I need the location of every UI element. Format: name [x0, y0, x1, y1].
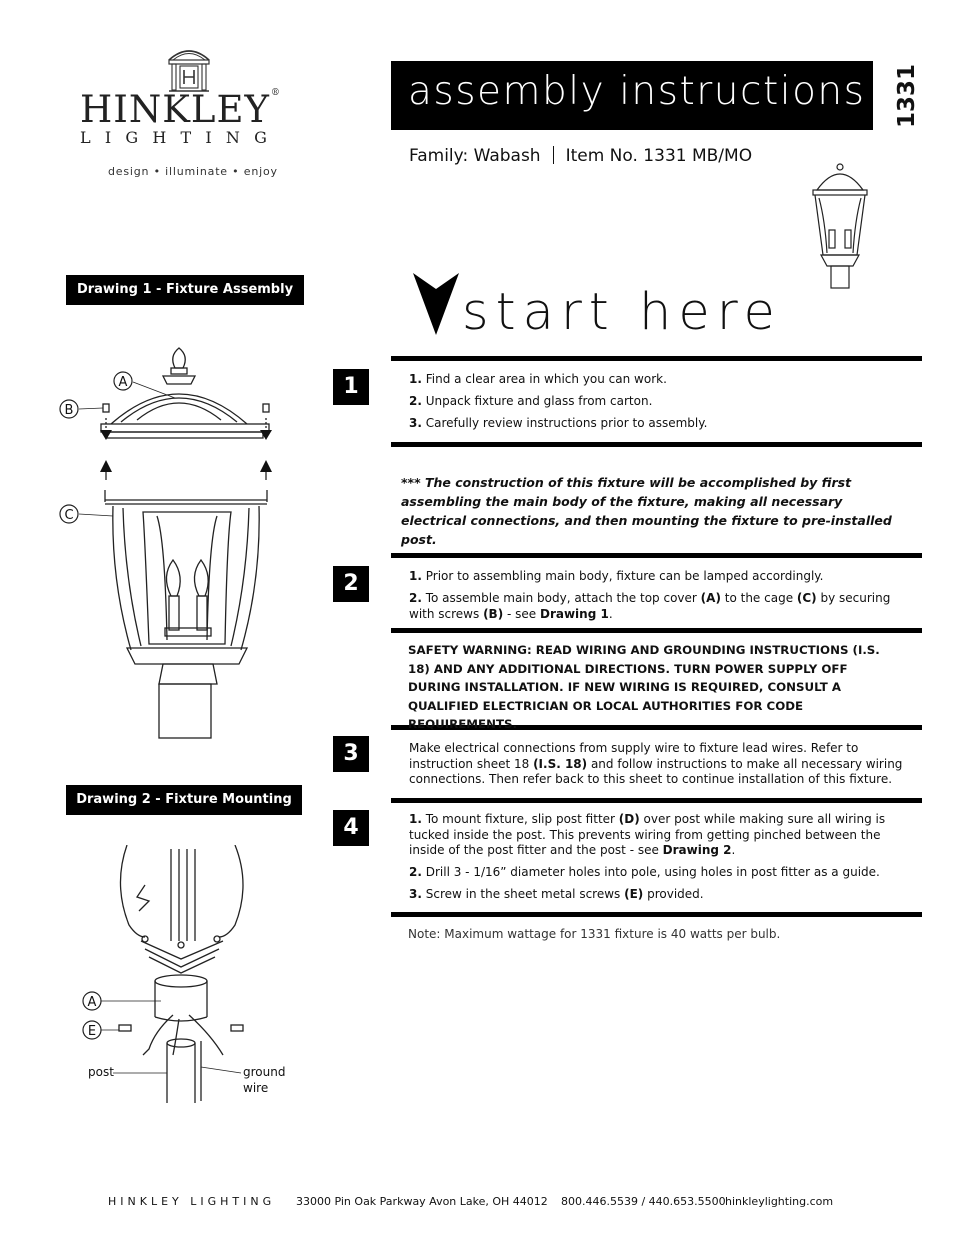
step-2-list — [409, 569, 914, 622]
divider-rule — [391, 442, 922, 447]
step-4-item: 2. Drill 3 - 1/16” diameter holes into pole, using holes in post fitter as a guide. — [409, 865, 880, 879]
item-label: Item No. 1331 MB/MO — [565, 146, 753, 166]
item-number-vertical — [880, 62, 942, 132]
step-1-badge: 1 — [333, 369, 369, 405]
step-2-badge: 2 — [333, 566, 369, 602]
step-3-badge: 3 — [333, 736, 369, 772]
hinkley-logo-mark — [163, 44, 215, 94]
ground-wire-label: ground wire — [243, 1065, 286, 1095]
step-2-item: 2. To assemble main body, attach the top cover (A) to the cage (C) by securing with screws (B) - see Drawing 1. — [409, 591, 891, 621]
brand-tagline: design • illuminate • enjoy — [108, 165, 278, 178]
callout-a-label-2: A — [87, 995, 97, 1010]
svg-text:1331: 1331 — [894, 63, 920, 128]
safety-warning: SAFETY WARNING: READ WIRING AND GROUNDING INSTRUCTIONS (I.S. 18) AND ANY ADDITIONAL DIRECTIONS. TURN POWER SUPPLY OFF DURING INSTALLATION. IF NEW WIRING IS REQUIRED, CONSULT A QUALIFIED ELECTRICIAN OR LOCAL AUTHORITIES FOR CODE REQUIREMENTS. — [408, 643, 880, 731]
drawing-1-illustration — [55, 340, 295, 740]
family-line — [409, 146, 752, 166]
divider-rule — [391, 356, 922, 361]
footer-brand: HINKLEY LIGHTING — [108, 1195, 276, 1208]
callout-b-label: B — [64, 403, 74, 418]
page-title: assembly instructions — [408, 69, 866, 114]
divider-rule — [391, 798, 922, 803]
family-label: Family: Wabash — [409, 146, 541, 166]
step-1-item: 2. Unpack fixture and glass from carton. — [409, 394, 653, 408]
step-2-item: 1. Prior to assembling main body, fixture can be lamped accordingly. — [409, 569, 824, 583]
drawing-2-label: Drawing 2 - Fixture Mounting — [66, 785, 302, 815]
wattage-note: Note: Maximum wattage for 1331 fixture is 40 watts per bulb. — [408, 927, 781, 941]
footer-phone: 800.446.5539 / 440.653.5500 — [561, 1195, 726, 1208]
start-arrow-icon — [413, 273, 459, 335]
drawing-1-label: Drawing 1 - Fixture Assembly — [66, 275, 304, 305]
step-1-item: 1. Find a clear area in which you can work. — [409, 372, 667, 386]
callout-a-label: A — [118, 375, 128, 390]
footer-website[interactable]: hinkleylighting.com — [725, 1195, 834, 1208]
brand-subtitle: LIGHTING — [80, 128, 282, 147]
construction-notice: *** The construction of this fixture will be accomplished by first assembling the main body of the fixture, making all necessary electrical connections, and then mounting the fixture to pre-installed post. — [401, 475, 892, 547]
step-4-item: 3. Screw in the sheet metal screws (E) provided. — [409, 887, 704, 901]
step-4-item: 1. To mount fixture, slip post fitter (D) over post while making sure all wiring is tucked inside the post. This prevents wiring from getting pinched between the inside of the post fitter and the post - see Drawing 2. — [409, 812, 886, 857]
divider-rule — [391, 912, 922, 917]
step-4-badge: 4 — [333, 810, 369, 846]
divider-rule — [391, 553, 922, 558]
step-3-text: Make electrical connections from supply wire to fixture lead wires. Refer to instruction sheet 18 (I.S. 18) and follow instructions to make all necessary wiring connections. Then refer back to this sheet to continue installation of this fixture. — [409, 741, 903, 786]
callout-e-label: E — [87, 1024, 97, 1039]
step-1-item: 3. Carefully review instructions prior to assembly. — [409, 416, 708, 430]
post-label: post — [88, 1065, 114, 1079]
footer-address: 33000 Pin Oak Parkway Avon Lake, OH 44012 — [296, 1195, 548, 1208]
fixture-thumbnail — [805, 160, 875, 292]
divider-rule — [391, 628, 922, 633]
start-here-heading: start here — [462, 283, 782, 342]
step-4-list — [409, 812, 914, 903]
brand-name: HINKLEY® — [80, 88, 281, 131]
step-1-list — [409, 372, 909, 432]
family-separator — [553, 146, 554, 164]
callout-c-label: C — [64, 508, 74, 523]
